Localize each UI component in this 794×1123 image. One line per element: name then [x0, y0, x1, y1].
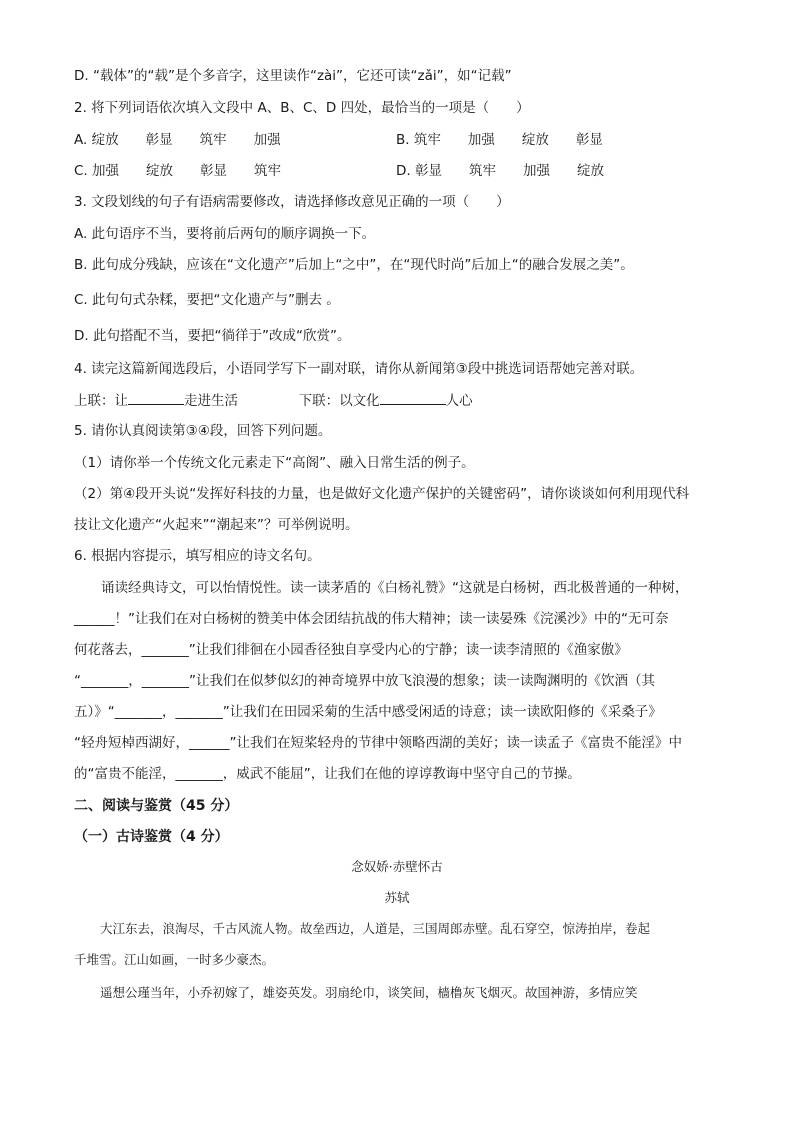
upper-couplet-start: 上联：让	[74, 393, 128, 409]
subsection-heading-poetry: （一）古诗鉴赏（4 分）	[74, 829, 229, 845]
q6-line-7: 的“富贵不能淫，_______，威武不能屈”，让我们在他的谆谆教诲中坚守自己的节操。	[74, 766, 581, 782]
q3-option-d: D. 此句搭配不当，要把“徜徉于”改成“欣赏”。	[74, 328, 351, 344]
poem-line-1: 大江东去，浪淘尽，千古风流人物。故垒西边，人道是，三国周郎赤壁。乱石穿空，惊涛拍岸，卷起	[100, 921, 651, 936]
q6-line-3: 何花落去，_______”让我们徘徊在小园香径独自享受内心的宁静；读一读李清照的《渔家傲》	[74, 642, 628, 658]
q6-line-1: 诵读经典诗文，可以怡情悦性。读一读茅盾的《白杨礼赞》“这就是白杨树，西北极普通的一种树，	[101, 580, 689, 596]
lower-couplet-blank[interactable]	[380, 390, 446, 405]
upper-couplet-end: 走进生活	[184, 393, 238, 409]
q5-part1: （1）请你举一个传统文化元素走下“高阁”、融入日常生活的例子。	[74, 455, 475, 471]
q5-stem: 5. 请你认真阅读第③④段，回答下列问题。	[74, 423, 332, 439]
q2-option-c: C. 加强 绽放 彰显 筑牢	[74, 163, 282, 179]
q1-option-d: D. “载体”的“载”是个多音字，这里读作“zài”，它还可读“zǎi”，如“记载”	[74, 68, 512, 84]
lower-couplet-start: 下联：以文化	[298, 393, 380, 409]
q6-line-4: “_______，_______”让我们在似梦似幻的神奇境界中放飞浪漫的想象；读一读陶渊明的《饮酒（其	[74, 673, 655, 689]
lower-couplet-end: 人心	[445, 393, 473, 409]
q3-option-c: C. 此句句式杂糅，要把“文化遗产与”删去 。	[74, 292, 340, 308]
q5-part2-line2: 技让文化遗产“火起来”“潮起来”？可举例说明。	[74, 517, 359, 533]
q2-option-b: B. 筑牢 加强 绽放 彰显	[396, 132, 603, 148]
q6-stem: 6. 根据内容提示，填写相应的诗文名句。	[74, 548, 321, 564]
q2-option-a: A. 绽放 彰显 筑牢 加强	[74, 132, 281, 148]
poem-title: 念奴娇·赤壁怀古	[351, 859, 443, 874]
q2-stem: 2. 将下列词语依次填入文段中 A、B、C、D 四处，最恰当的一项是（ ）	[74, 100, 530, 116]
poem-author: 苏轼	[384, 890, 410, 905]
q4-stem: 4. 读完这篇新闻选段后，小语同学写下一副对联，请你从新闻第③段中挑选词语帮她完善对联。	[74, 361, 644, 377]
q3-option-b: B. 此句成分残缺，应该在“文化遗产”后加上“之中”，在“现代时尚”后加上“的融合发展之美”。	[74, 257, 634, 273]
q3-option-a: A. 此句语序不当，要将前后两句的顺序调换一下。	[74, 226, 376, 242]
q6-line-2: ______！”让我们在对白杨树的赞美中体会团结抗战的伟大精神；读一读晏殊《浣溪沙》中的“无可奈	[74, 611, 669, 627]
q6-line-5: 五）》“_______，_______”让我们在田园采菊的生活中感受闲适的诗意；读一读欧阳修的《采桑子》	[74, 704, 662, 720]
upper-couplet-blank[interactable]	[128, 390, 184, 405]
q5-part2-line1: （2）第④段开头说“发挥好科技的力量，也是做好文化遗产保护的关键密码”，请你谈谈如何利用现代科	[74, 486, 690, 502]
poem-line-2: 千堆雪。江山如画，一时多少豪杰。	[74, 952, 275, 967]
section-heading-reading: 二、阅读与鉴赏（45 分）	[74, 798, 239, 814]
q6-line-6: “轻舟短棹西湖好，______”让我们在短桨轻舟的节律中领略西湖的美好；读一读孟子《富贵不能淫》中	[74, 735, 682, 751]
q3-stem: 3. 文段划线的句子有语病需要修改，请选择修改意见正确的一项（ ）	[74, 194, 510, 210]
q2-option-d: D. 彰显 筑牢 加强 绽放	[396, 163, 604, 179]
q4-couplet	[74, 390, 473, 411]
poem-line-3: 遥想公瑾当年，小乔初嫁了，雄姿英发。羽扇纶巾，谈笑间，樯橹灰飞烟灭。故国神游，多情应笑	[100, 985, 638, 1000]
